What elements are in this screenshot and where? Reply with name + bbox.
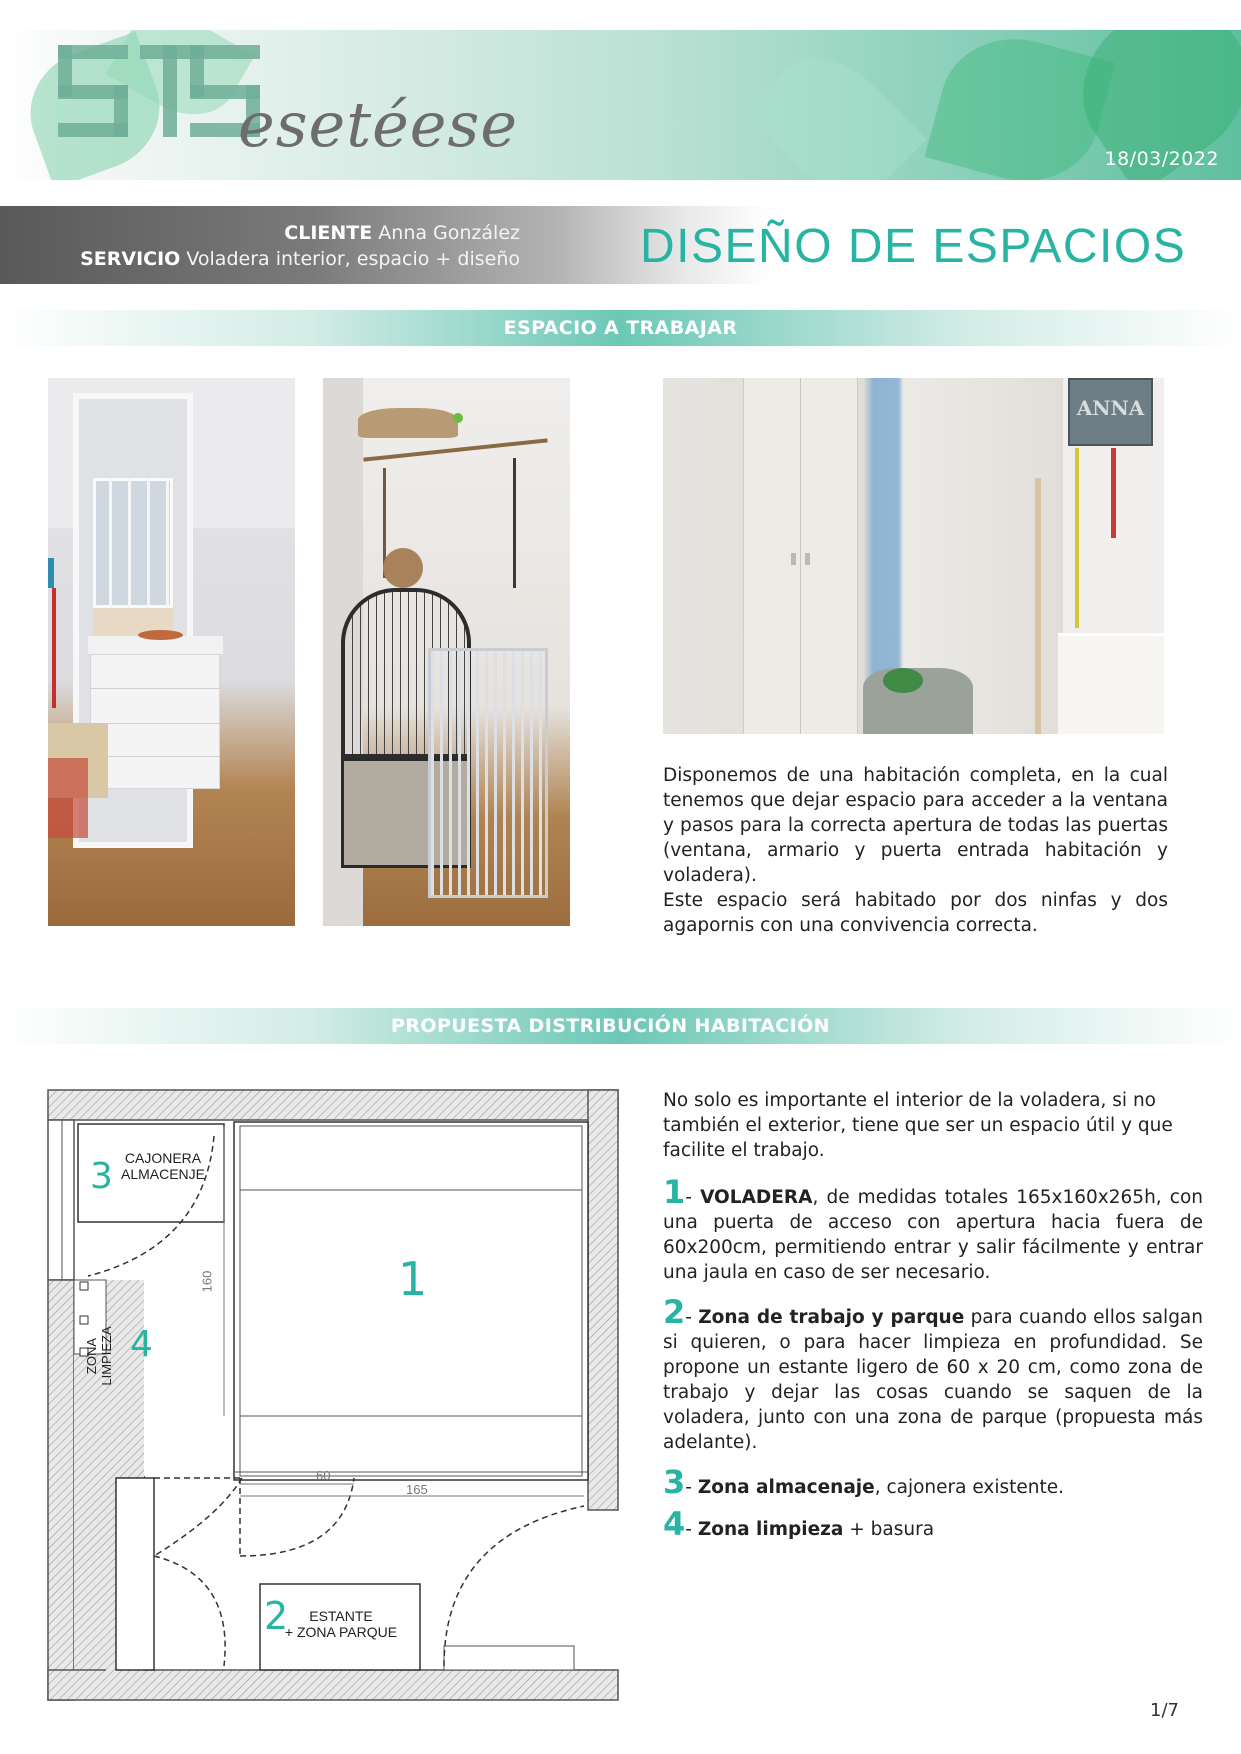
photo-bird-cages [323, 378, 570, 926]
anna-sign: ANNA [1076, 396, 1145, 420]
section-header-space [0, 310, 1241, 346]
item-text: para cuando ellos salgan si quieren, o para hacer limpieza en profundidad. Se propone un estante ligero de 60 x 20 cm, como zona de trabajo y dejar las cosas cuando se saquen de la voladera, junto con una zona de parque (propuesta más adelante). [663, 1307, 1203, 1453]
service-label: SERVICIO [80, 248, 181, 270]
plan-dimension-160: 160 [199, 1270, 215, 1293]
plan-number-2: 2 [264, 1594, 289, 1638]
item-text: + basura [843, 1519, 935, 1540]
section-heading: ESPACIO A TRABAJAR [503, 317, 738, 339]
item-separator: - [685, 1477, 698, 1498]
floor-plan [44, 1086, 624, 1706]
item-number: 1 [663, 1173, 686, 1211]
plan-number-3: 3 [90, 1156, 113, 1197]
document-date: 18/03/2022 [1104, 148, 1219, 170]
space-description-paragraph: Disponemos de una habitación completa, en la cual tenemos que dejar espacio para acceder a la ventana y pasos para la correcta apertura de todas las puertas (ventana, armario y puerta entrada habitación y voladera). [663, 765, 1168, 886]
item-title: Zona almacenaje [697, 1477, 875, 1498]
item-text: , cajonera existente. [874, 1477, 1065, 1498]
client-label: CLIENTE [284, 222, 373, 244]
space-description-paragraph-2: Este espacio será habitado por dos ninfas y dos agapornis con una convivencia correcta. [663, 890, 1168, 936]
item-separator: - [685, 1307, 699, 1328]
photo-wardrobe [663, 378, 1164, 734]
item-separator: - [685, 1187, 701, 1208]
page-number: 1/7 [1150, 1700, 1179, 1721]
client-info [60, 220, 520, 272]
item-text: , de medidas totales 165x160x265h, con una puerta de acceso con apertura hacia fuera de 60x200cm, permitiendo entrar y salir fácilmente y entrar una jaula en caso de ser necesario. [663, 1187, 1203, 1283]
proposal-item-3 [663, 1463, 1203, 1501]
plan-label-estante: ESTANTE + ZONA PARQUE [284, 1608, 398, 1640]
proposal-item-1 [663, 1173, 1203, 1285]
plan-label-zona-limpieza: ZONA LIMPIEZA [84, 1326, 114, 1386]
item-number: 2 [663, 1293, 686, 1331]
photo-room-window [48, 378, 295, 926]
section-heading: PROPUESTA DISTRIBUCIÓN HABITACIÓN [391, 1015, 830, 1037]
logo-mark [58, 45, 258, 135]
item-number: 4 [663, 1505, 686, 1543]
plan-dimension-60: 60 [316, 1468, 331, 1483]
item-title: VOLADERA [700, 1187, 813, 1208]
proposal-intro: No solo es importante el interior de la voladera, si no también el exterior, tiene que ser un espacio útil y que facilite el trabajo. [663, 1090, 1173, 1161]
logo-wordmark: esetéese [238, 88, 519, 161]
client-name: Anna González [378, 222, 520, 244]
page-title: DISEÑO DE ESPACIOS [640, 220, 1187, 273]
proposal-item-2 [663, 1293, 1203, 1455]
item-title: Zona de trabajo y parque [698, 1307, 965, 1328]
item-title: Zona limpieza [697, 1519, 844, 1540]
item-number: 3 [663, 1463, 686, 1501]
plan-number-1: 1 [398, 1252, 428, 1306]
service-value: Voladera interior, espacio + diseño [186, 248, 520, 270]
section-header-proposal [0, 1008, 1241, 1044]
plan-label-cajonera: CAJONERA ALMACENJE [120, 1150, 206, 1182]
palm-leaf-decoration [743, 33, 927, 180]
space-description [663, 763, 1168, 938]
item-separator: - [685, 1519, 698, 1540]
plan-dimension-165: 165 [406, 1482, 428, 1497]
plan-number-4: 4 [130, 1324, 153, 1365]
proposal-item-4 [663, 1505, 1203, 1543]
